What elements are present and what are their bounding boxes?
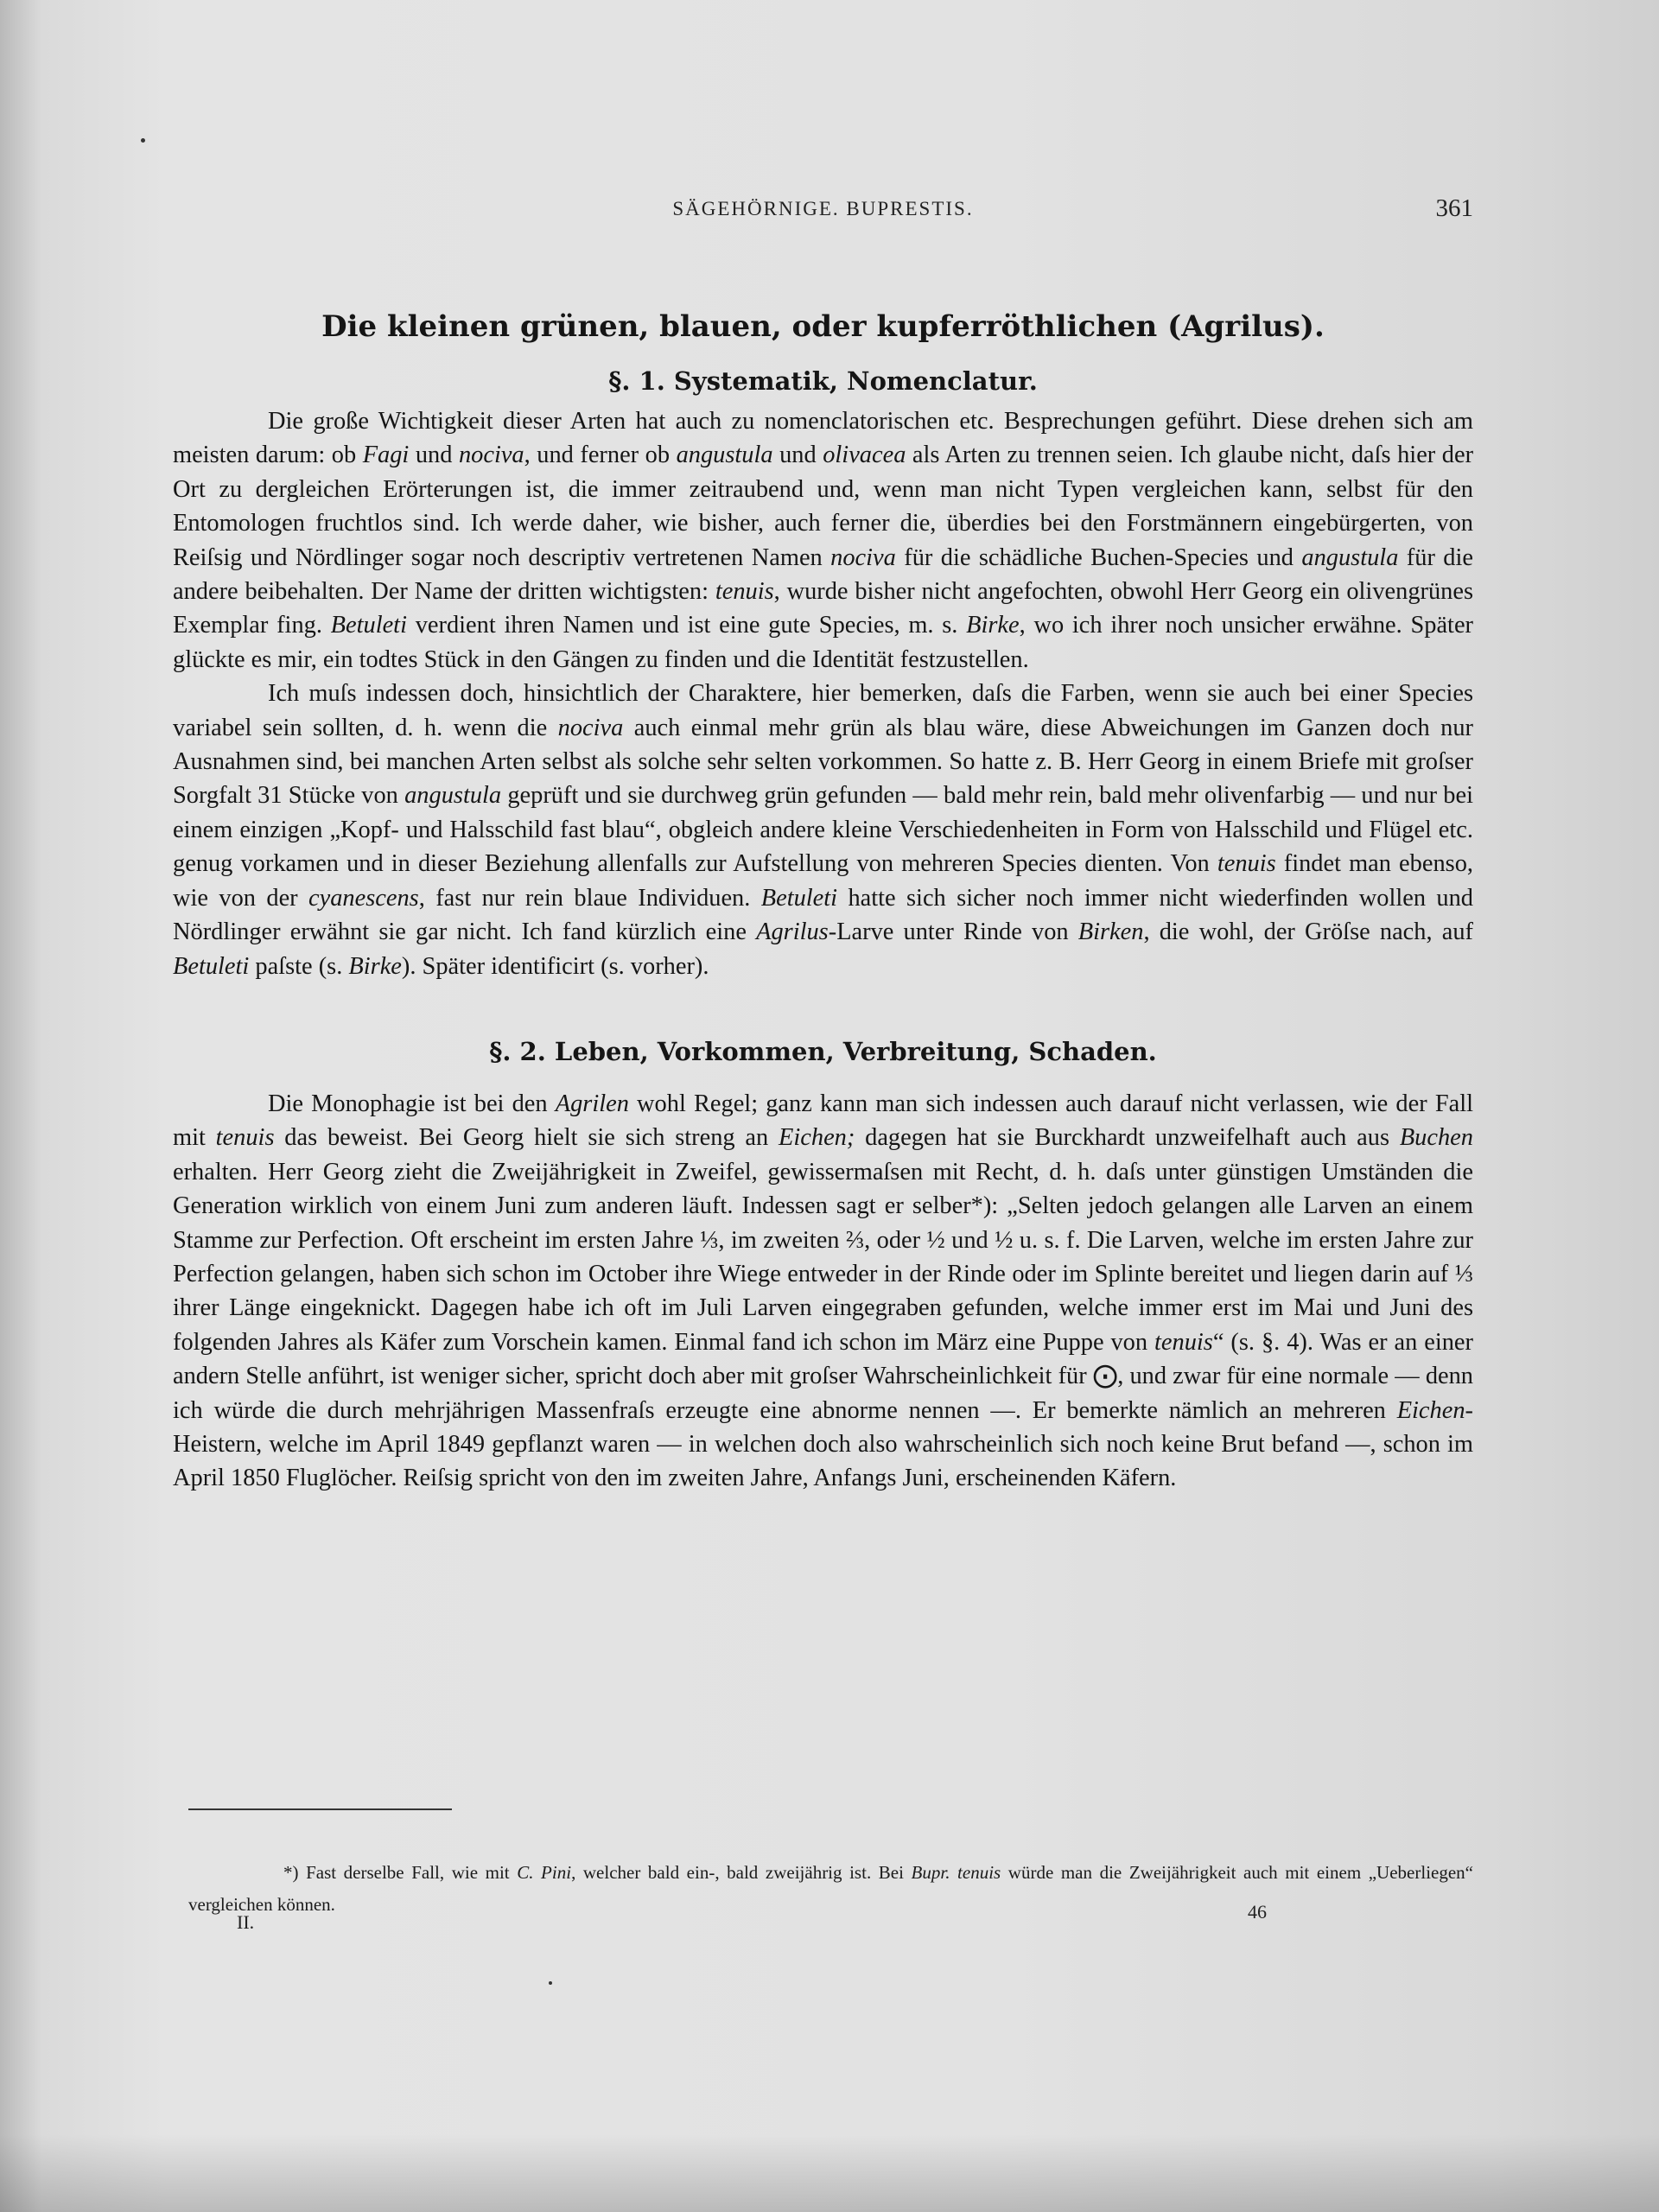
paragraph-leben-1: Die Monophagie ist bei den Agrilen wohl Regel; ganz kann man sich indessen auch darauf nicht verlassen, wie der Fall mit tenuis das beweist. Bei Georg hielt sie sich streng an Eichen; dagegen hat sie Burckhardt unzweifelhaft auch aus Buchen erhalten. Herr Georg zieht die Zweijährigkeit in Zweifel, gewissermaſsen mit Recht, d. h. daſs unter günstigen Umständen die Generation wirklich von einem Juni zum anderen läuft. Indessen sagt er selber*): „Selten jedoch gelangen alle Larven an einem Stamme zur Perfection. Oft erscheint im ersten Jahre ⅓, im zweiten ⅔, oder ½ und ½ u. s. f. Die Larven, welche im ersten Jahre zur Perfection gelangen, haben sich schon im October ihre Wiege entweder in der Rinde oder im Splinte bereitet und liegen darin auf ⅓ ihrer Länge eingeknickt. Dagegen habe ich oft im Juli Larven eingegraben gefunden, welche immer erst im Mai und Juni des folgenden Jahres als Käfer zum Vorschein kamen. Einmal fand ich schon im März eine Puppe von tenuis“ (s. §. 4). Was er an einer andern Stelle anführt, ist weniger sicher, spricht doch aber mit groſser Wahrscheinlichkeit für ⨀, und zwar für eine normale — denn ich würde die durch mehrjährigen Massenfraſs erzeugte eine abnorme nennen —. Er bemerkte nämlich an mehreren Eichen-Heistern, welche im April 1849 gepflanzt waren — in welchen doch also wahrscheinlich sich noch keine Brut befand —, schon im April 1850 Fluglöcher. Reiſsig spricht von den im zweiten Jahre, Anfangs Juni, erscheinenden Käfern. xyxy=(173,1090,1473,1492)
paragraph-systematik-2: Ich muſs indessen doch, hinsichtlich der Charaktere, hier bemerken, daſs die Farben, wenn sie auch bei einer Species variabel sein sollten, d. h. wenn die nociva auch einmal mehr grün als blau wäre, diese Abweichungen im Ganzen doch nur Ausnahmen sind, bei manchen Arten selbst als solche sehr selten vorkommen. So hatte z. B. Herr Georg in einem Briefe mit groſser Sorgfalt 31 Stücke von angustula geprüft und sie durchweg grün gefunden — bald mehr rein, bald mehr olivenfarbig — und nur bei einem einzigen „Kopf- und Halsschild fast blau“, obgleich andere kleine Verschiedenheiten in Form von Halsschild und Flügel etc. genug vorkamen und in dieser Beziehung allenfalls zur Aufstellung von mehreren Species dienten. Von tenuis findet man ebenso, wie von der cyanescens, fast nur rein blaue Individuen. Betuleti hatte sich sicher noch immer nicht wiederfinden wollen und Nördlinger erwähnt sie gar nicht. Ich fand kürzlich eine Agrilus-Larve unter Rinde von Birken, die wohl, der Gröſse nach, auf Betuleti paſste (s. Birke). Später identificirt (s. vorher). xyxy=(173,680,1473,980)
page-number: 361 xyxy=(1435,194,1473,222)
footnote-rule xyxy=(188,1808,452,1810)
chapter-title: Die kleinen grünen, blauen, oder kupferröthlichen (Agrilus). xyxy=(321,309,1325,344)
paper-speck xyxy=(141,138,145,143)
section-heading-1: §. 1. Systematik, Nomenclatur. xyxy=(608,366,1038,396)
running-title: SÄGEHÖRNIGE. BUPRESTIS. xyxy=(672,198,974,219)
signature-mark: II. xyxy=(237,1911,255,1933)
signature-number: 46 xyxy=(1248,1901,1267,1923)
paragraph-systematik-1: Die große Wichtigkeit dieser Arten hat auch zu nomenclatorischen etc. Besprechungen geführt. Diese drehen sich am meisten darum: ob Fagi und nociva, und ferner ob angustula und olivacea als Arten zu trennen seien. Ich glaube nicht, daſs hier der Ort zu dergleichen Erörterungen ist, die immer zeitraubend und, wenn man nicht Typen vergleichen kann, selbst für den Entomologen fruchtlos sind. Ich werde daher, wie bisher, auch ferner die, überdies bei den Forstmännern eingebürgerten, von Reiſsig und Nördlinger sogar noch descriptiv vertretenen Namen nociva für die schädliche Buchen-Species und angustula für die andere beibehalten. Der Name der dritten wichtigsten: tenuis, wurde bisher nicht angefochten, obwohl Herr Georg ein olivengrünes Exemplar fing. Betuleti verdient ihren Namen und ist eine gute Species, m. s. Birke, wo ich ihrer noch unsicher erwähne. Später glückte es mir, ein todtes Stück in den Gängen zu finden und die Identität festzustellen. xyxy=(173,408,1474,673)
main-text xyxy=(173,294,1473,1496)
section-heading-2: §. 2. Leben, Vorkommen, Verbreitung, Schaden. xyxy=(489,1036,1157,1066)
running-header xyxy=(173,194,1473,229)
footnote: *) Fast derselbe Fall, wie mit C. Pini, welcher bald ein-, bald zweijährig ist. Bei Bupr. tenuis würde man die Zweijährigkeit auch mit einem „Ueberliegen“ vergleichen können. xyxy=(188,1862,1473,1915)
paper-speck xyxy=(549,1981,552,1985)
page-shadow xyxy=(0,2134,1659,2212)
